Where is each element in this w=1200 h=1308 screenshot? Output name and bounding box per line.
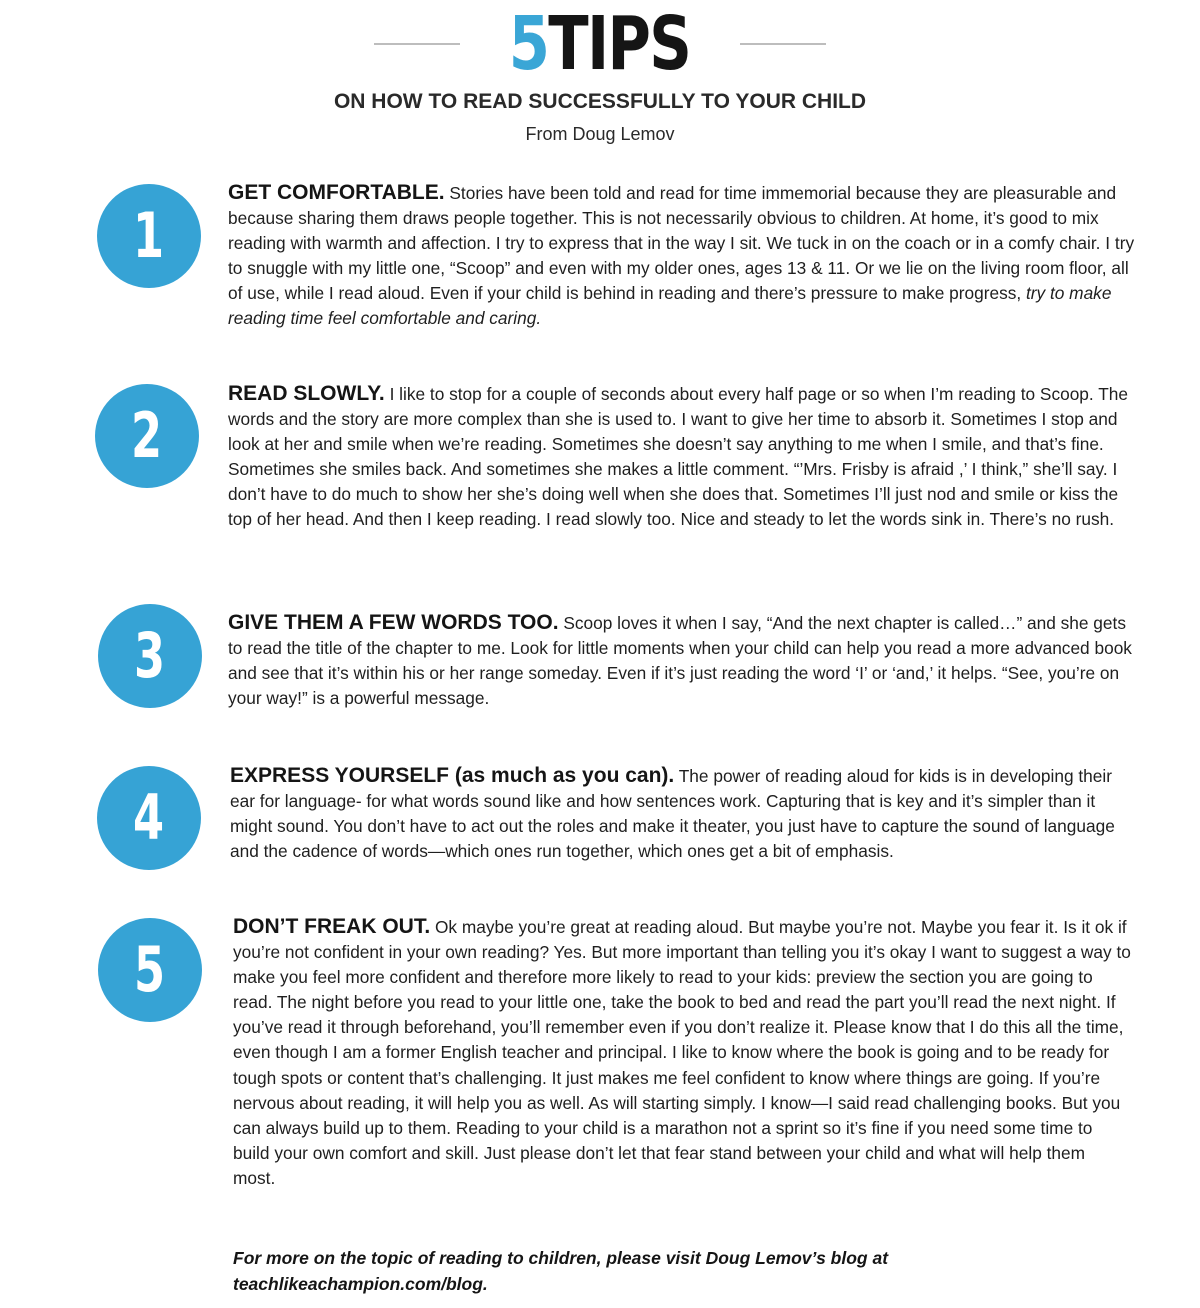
tip-body: I like to stop for a couple of seconds about every half page or so when I’m reading to Scoop. The words and the story are more complex than she is used to. I want to give her time to absorb it. Sometimes I stop and look at her and smile when we’re reading. Sometimes she doesn’t say anything to me when I smile, and that’s fine. Sometimes she smiles back. And sometimes she makes a little comment. “’Mrs. Frisby is afraid ,’ I think,” she’ll say. I don’t have to do much to show her she’s doing well when she does that. Sometimes I’ll just nod and smile or kiss the top of her head. And then I keep reading. I read slowly too. Nice and steady to let the words sink in. There’s no rush. [228, 384, 1128, 530]
tip-body: Ok maybe you’re great at reading aloud. But maybe you’re not. Maybe you fear it. Is it ok if you’re not confident in your own reading? Yes. But more important than telling you it’s okay I want to suggest a way to make you feel more confident and therefore more likely to read to your kids: preview the section you are going to read. The night before you read to your little one, take the book to bed and read the part you’ll read the next night. If you’ve read it through beforehand, you’ll remember even if you don’t realize it. Please know that I do this all the time, even though I am a former English teacher and principal. I like to know where the book is going and to be ready for tough spots or content that’s challenging. It just makes me feel confident to know where things are going. If you’re nervous about reading, it will help you as well. As will starting simply. I know—I said read challenging books. But you can always build up to them. Reading to your child is a marathon not a sprint so it’s fine if you need some time to build your own comfort and skill. Just please don’t let that fear stand between your child and what will help them most. [233, 917, 1131, 1188]
tip-text [228, 180, 1136, 332]
tip-heading: READ SLOWLY. [228, 382, 385, 405]
tip-heading: DON’T FREAK OUT. [233, 915, 431, 938]
page-title [509, 1, 691, 87]
tip-number-badge [97, 766, 201, 870]
tip-number: 1 [133, 199, 165, 272]
title-row [0, 1, 1200, 87]
tip-heading: GIVE THEM A FEW WORDS TOO. [228, 611, 559, 634]
tip-heading: GET COMFORTABLE. [228, 181, 445, 204]
tip-number: 5 [134, 933, 166, 1006]
tip-number-badge [95, 384, 199, 488]
page-header [0, 0, 1200, 160]
tip-text [233, 914, 1131, 1191]
tip-number-badge [98, 918, 202, 1022]
tip-heading: EXPRESS YOURSELF (as much as you can). [230, 764, 675, 787]
footer-note: For more on the topic of reading to children, please visit Doug Lemov’s blog at teachlikeachampion.com/blog. [233, 1248, 889, 1294]
tip-body: Scoop loves it when I say, “And the next chapter is called…” and she gets to read the title of the chapter to me. Look for little moments when your child can help you read a more advanced book and see that it’s within his or her range someday. Even if it’s just reading the word ‘I’ or ‘and,’ it helps. “See, you’re on your way!” is a powerful message. [228, 613, 1132, 709]
page-subtitle: ON HOW TO READ SUCCESSFULLY TO YOUR CHILD [333, 90, 867, 113]
tip-text [230, 763, 1138, 864]
tip-emphasis: try to make reading time feel comfortable and caring. [228, 283, 1112, 329]
tip-body: Stories have been told and read for time immemorial because they are pleasurable and because sharing them draws people together. This is not necessarily obvious to children. At home, it’s good to mix reading with warmth and affection. I try to express that in the way I sit. We tuck in on the coach or in a comfy chair. I try to snuggle with my little one, “Scoop” and even with my older ones, ages 13 & 11. Or we lie on the living room floor, all of use, while I read aloud. Even if your child is behind in reading and there’s pressure to make progress, [228, 183, 1135, 304]
tip-number: 3 [134, 619, 166, 692]
tip-number: 4 [133, 781, 165, 854]
tip-number-badge [97, 184, 201, 288]
tip-number: 2 [131, 399, 163, 472]
title-number: 5 [509, 1, 549, 87]
tip-text [228, 610, 1136, 711]
tip-number-badge [98, 604, 202, 708]
title-word: TIPS [548, 1, 691, 87]
title-rule-right [740, 43, 826, 45]
tip-body: The power of reading aloud for kids is in developing their ear for language- for what words sound like and how sentences work. Capturing that is key and it’s simpler than it might sound. You don’t have to act out the roles and make it theater, you just have to capture the sound of language and the cadence of words—which ones run together, which ones get a bit of emphasis. [230, 766, 1115, 862]
tip-text [228, 381, 1136, 533]
title-rule-left [374, 43, 460, 45]
byline: From Doug Lemov [525, 124, 675, 144]
